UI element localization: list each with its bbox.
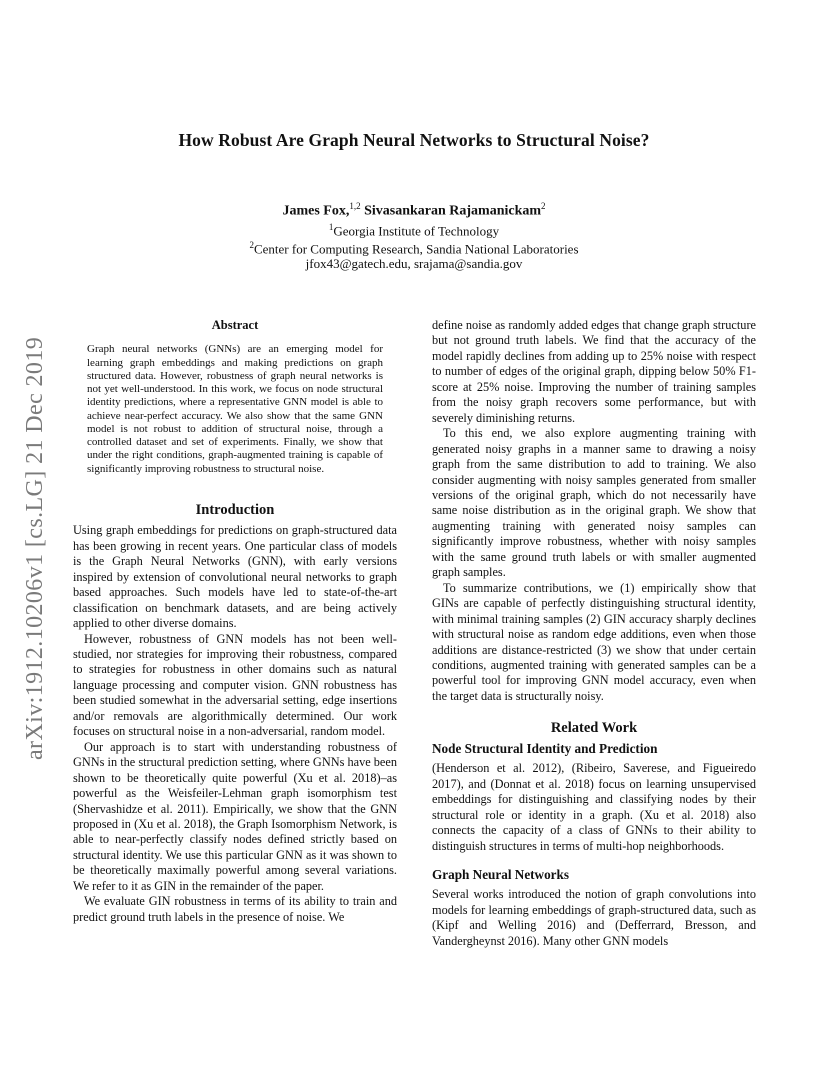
author-2: Sivasankaran Rajamanickam (360, 203, 542, 219)
intro-paragraph-4: We evaluate GIN robustness in terms of its ability to train and predict ground truth labels in the presence of noise. We (73, 894, 397, 924)
gnn-paragraph: Several works introduced the notion of graph convolutions into models for learning embeddings of graph-structured data, such as (Kipf and Welling 2016) and (Defferrard, Bresson, and Vandergheynst 2016). Many other GNN models (432, 887, 756, 948)
intro-paragraph-6: To summarize contributions, we (1) empirically show that GINs are capable of perfectly distinguishing structural identity, with minimal training samples (2) GIN accuracy sharply declines with structural noise as random edge additions, even when those additions are distance-restricted (3) we show that under certain conditions, augmented training with generated samples can be a powerful tool for improving GNN model accuracy, even when the target data is structurally noisy. (432, 580, 756, 703)
author-emails: jfox43@gatech.edu, srajama@sandia.gov (305, 256, 523, 272)
author-2-affil-mark: 2 (541, 201, 546, 211)
affiliation-2: $^2$Center for Computing Research, Sandia National Laboratories (249, 239, 579, 257)
abstract-heading: Abstract (211, 318, 259, 332)
intro-paragraph-1: Using graph embeddings for predictions on graph-structured data has been growing in recent years. One particular class of models is the Graph Neural Networks (GNN), with early versions inspired by extension of convolutional neural networks to graph based approaches. Such models have led to state-of-the-art classification on benchmark datasets, and are being actively applied to other diverse domains. (73, 523, 397, 631)
affiliation-1: $^1$Georgia Institute of Technology (328, 221, 500, 238)
structural-identity-paragraph: (Henderson et al. 2012), (Ribeiro, Saverese, and Figueiredo 2017), and (Donnat et al. 2018) focus on learning unsupervised embeddings for distinguishing and classifying nodes by their structural role or identity in a graph. (Xu et al. 2018) also connects the capacity of a class of GNNs to their ability to distinguish structures in terms of multi-hop neighborhoods. (432, 761, 756, 853)
intro-paragraph-3: Our approach is to start with understanding robustness of GNNs in the structural prediction setting, where GNNs have been shown to be theoretically quite powerful (Xu et al. 2018)–as powerful as the Weisfeiler-Lehman graph isomorphism test (Shervashidze et al. 2011). Empirically, we show that the GNN proposed in (Xu et al. 2018), the Graph Isomorphism Network, is able to near-perfectly classify nodes defined strictly based on structural identity. We use this particular GNN as it was shown to be theoretically maximally powerful among several variations. We refer to it as GIN in the remainder of the paper. (73, 739, 397, 893)
abstract-text: Graph neural networks (GNNs) are an emerging model for learning graph embeddings and making predictions on graph structured data. However, robustness of graph neural networks is not yet well-understood. In this work, we focus on node structural identity predictions, where a representative GNN model is able to achieve near-perfect accuracy. We also show that the same GNN model is not robust to addition of structural noise, through a controlled dataset and set of experiments. Finally, we show that under the right conditions, graph-augmented training is capable of significantly improving robustness to structural noise. (87, 343, 383, 475)
intro-paragraph-2: However, robustness of GNN models has not been well-studied, nor strategies for improving their robustness, compared to strategies for robustness in other domains such as natural language processing and computer vision. GNN robustness has been studied somewhat in the adversarial setting, edge insertions and/or removals are algorithmically determined. Our work focuses on structural noise in a non-adversarial, random model. (73, 631, 397, 739)
intro-paragraph-4-continued: define noise as randomly added edges that change graph structure but not ground truth labels. We find that the accuracy of the model rapidly declines from adding up to 25% noise with respect to number of edges of the original graph, dipping below 50% F1-score at 25% noise. Improving the number of training samples from the noisy graph recovers some performance, but with severely diminishing returns. (432, 318, 756, 425)
author-1: James Fox, (282, 203, 350, 219)
arxiv-identifier-stamp: arXiv:1912.10206v1 [cs.LG] 21 Dec 2019 (22, 336, 48, 760)
paper-title: How Robust Are Graph Neural Networks to Structural Noise? (178, 130, 650, 150)
related-work-heading: Related Work (550, 720, 638, 737)
introduction-heading: Introduction (195, 501, 275, 518)
right-column (432, 318, 756, 949)
subsection-heading-structural-identity: Node Structural Identity and Prediction (432, 740, 658, 756)
left-column (73, 318, 397, 925)
subsection-heading-gnn: Graph Neural Networks (432, 866, 569, 882)
author-block (0, 198, 828, 271)
affiliation-1-mark: 1 (328, 221, 334, 232)
author-names (0, 198, 828, 220)
affiliation-2-mark: 2 (249, 239, 254, 250)
intro-paragraph-5: To this end, we also explore augmenting training with generated noisy graphs in a manner same to drawing a noisy graph from the same distribution to add to training. We also consider augmenting with noisy samples generated from smaller versions of the original graph, which do not necessarily have same noise distribution as in the original graph. We show that augmenting training with generated noisy samples can significantly improve robustness, whether with noisy samples with the same ground truth labels or with smaller augmented graph samples. (432, 426, 756, 580)
author-1-affil-mark: 1,2 (349, 201, 361, 211)
